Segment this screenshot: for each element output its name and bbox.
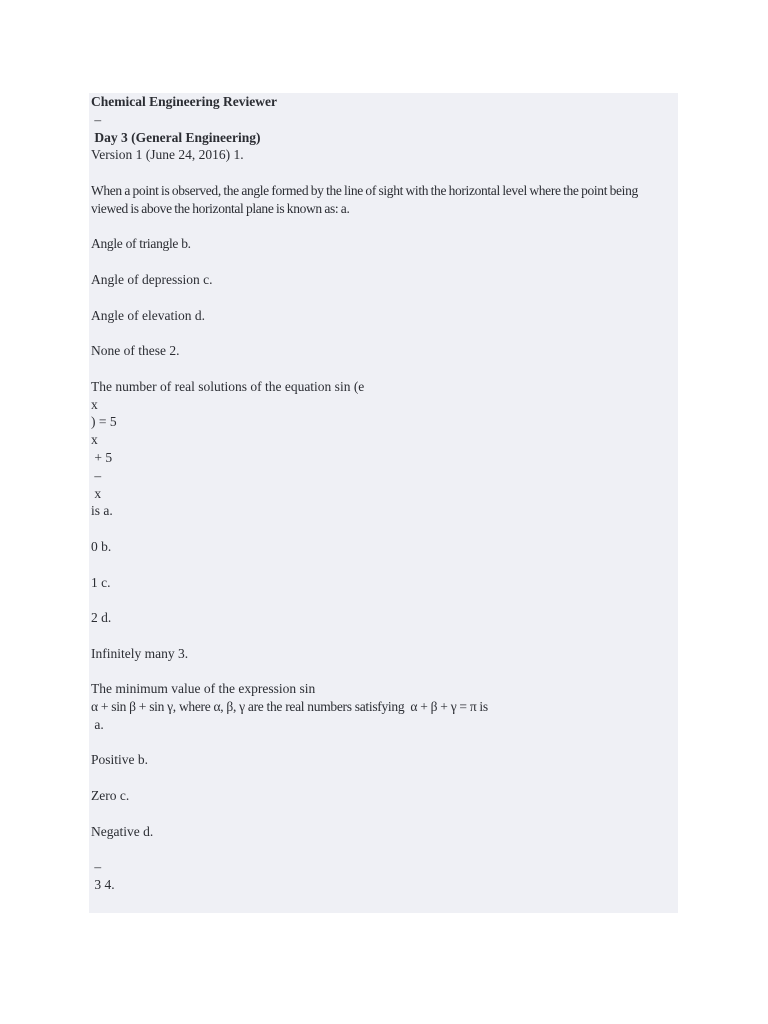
question-2-choice-c: 2 d. (91, 610, 112, 626)
question-1-choice-a: Angle of triangle b. (91, 236, 191, 252)
question-1-choice-b: Angle of depression c. (91, 271, 213, 287)
question-3-choice-d-line: – (91, 859, 102, 875)
document-title: Chemical Engineering Reviewer (91, 94, 277, 109)
question-1-text: When a point is observed, the angle formed by the line of sight with the horizontal level where the point being viewed is above the horizontal plane is known as: a. (91, 182, 638, 216)
question-2-choice-d: Infinitely many 3. (91, 645, 189, 661)
question-1-choice-c: Angle of elevation d. (91, 307, 205, 323)
version-line: Version 1 (June 24, 2016) 1. (91, 147, 244, 163)
question-2-line: is a. (91, 503, 113, 519)
question-3-choice-c: Negative d. (91, 823, 154, 839)
question-3-line: a. (91, 716, 104, 732)
question-3-choice-d-line: 3 4. (91, 877, 115, 893)
title-dash: – (91, 111, 102, 127)
document-content (91, 93, 676, 894)
question-2-line: x (91, 432, 98, 448)
question-2-line: The number of real solutions of the equation sin (e (91, 378, 365, 394)
question-3-line: α + sin β + sin γ, where α, β, γ are the real numbers satisfying α + β + γ = π is (91, 699, 488, 715)
question-2-line: + 5 (91, 449, 113, 465)
question-2-line: x (91, 485, 102, 501)
question-3-line: The minimum value of the expression sin (91, 681, 316, 697)
question-2-line: – (91, 467, 102, 483)
document-subtitle: Day 3 (General Engineering) (91, 129, 261, 145)
question-2-line: ) = 5 (91, 414, 117, 430)
question-2-choice-b: 1 c. (91, 574, 111, 590)
question-3-choice-b: Zero c. (91, 788, 130, 804)
question-1-choice-d: None of these 2. (91, 343, 180, 359)
question-3-choice-a: Positive b. (91, 752, 149, 768)
question-2-line: x (91, 396, 98, 412)
question-2-choice-a: 0 b. (91, 538, 112, 554)
